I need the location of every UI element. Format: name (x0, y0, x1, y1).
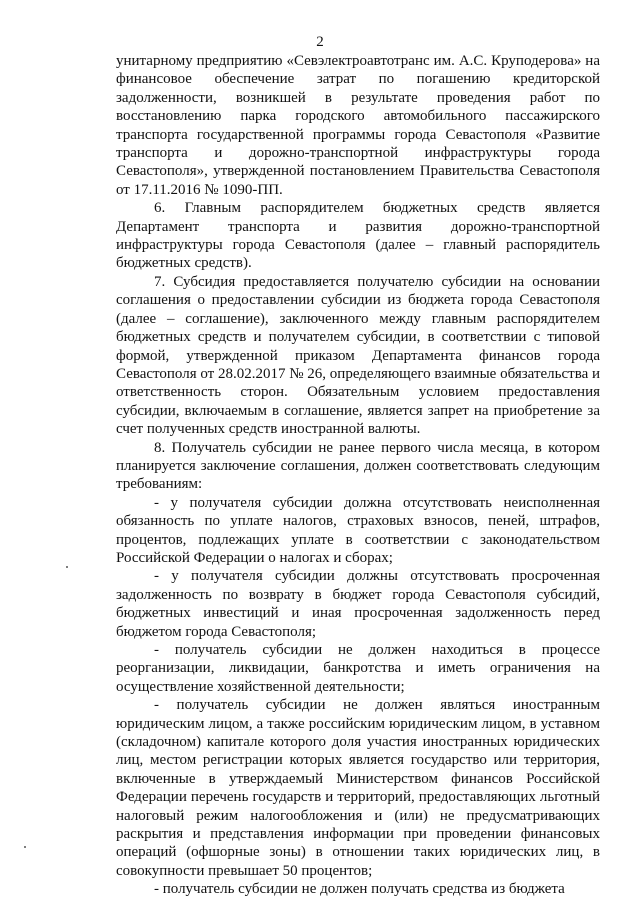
scan-speck (24, 846, 26, 848)
page-number: 2 (316, 34, 324, 50)
requirement-item: - получатель субсидии не должен находиться в процессе реорганизации, ликвидации, банкротства и иметь ограничения на осуществление хозяйственной деятельности; (116, 642, 600, 695)
document-body (116, 52, 600, 899)
requirement-item: - у получателя субсидии должна отсутствовать неисполненная обязанность по уплате налогов, страховых взносов, пеней, штрафов, процентов, подлежащих уплате в соответствии с законодательством Российской Федерации о налогах и сборах; (116, 494, 600, 566)
scan-speck (66, 566, 68, 568)
requirement-item: - получатель субсидии не должен получать средства из бюджета (154, 881, 565, 898)
paragraph-item-8: 8. Получатель субсидии не ранее первого числа месяца, в котором планируется заключение соглашения, должен соответствовать следующим требованиям: (116, 439, 600, 493)
requirement-item: - получатель субсидии не должен являться иностранным юридическим лицом, а также российским юридическим лицом, в уставном (складочном) капитале которого доля участия иностранных юридических лиц, местом регистрации которых является государство или территория, включенные в утверждаемый Министерством финансов Российской Федерации перечень государств и территорий, предоставляющих льготный налоговый режим налогообложения и (или) не предусматривающих раскрытия и представления информации при проведении финансовых операций (офшорные зоны) в отношении таких юридических лиц, в совокупности превышает 50 процентов; (116, 697, 600, 879)
paragraph-item-7: 7. Субсидия предоставляется получателю субсидии на основании соглашения о предоставлении субсидии из бюджета города Севастополя (далее – соглашение), заключенного между главным распорядителем бюджетных средств и получателем субсидии, в соответствии с типовой формой, утвержденной приказом Департамента финансов города Севастополя от 28.02.2017 № 26, определяющего взаимные обязательства и ответственность сторон. Обязательным условием предоставления субсидии, включаемым в соглашение, является запрет на приобретение за счет полученных средств иностранной валюты. (116, 273, 601, 438)
requirement-item: - у получателя субсидии должны отсутствовать просроченная задолженность по возврату в бюджет города Севастополя субсидий, бюджетных инвестиций и иная просроченная задолженность перед бюджетом города Севастополя; (116, 568, 600, 640)
paragraph-continuation: унитарному предприятию «Севэлектроавтотранс им. А.С. Круподерова» на финансовое обеспечение затрат по погашению кредиторской задолженности, возникшей в результате проведения работ по восстановлению парка городского автомобильного пассажирского транспорта государственной программы города Севастополя «Развитие транспорта и дорожно-транспортной инфраструктуры города Севастополя», утвержденной постановлением Правительства Севастополя от 17.11.2016 № 1090-ПП. (116, 53, 600, 198)
paragraph-item-6: 6. Главным распорядителем бюджетных средств является Департамент транспорта и развития дорожно-транспортной инфраструктуры города Севастополя (далее – главный распорядитель бюджетных средств). (116, 200, 600, 272)
